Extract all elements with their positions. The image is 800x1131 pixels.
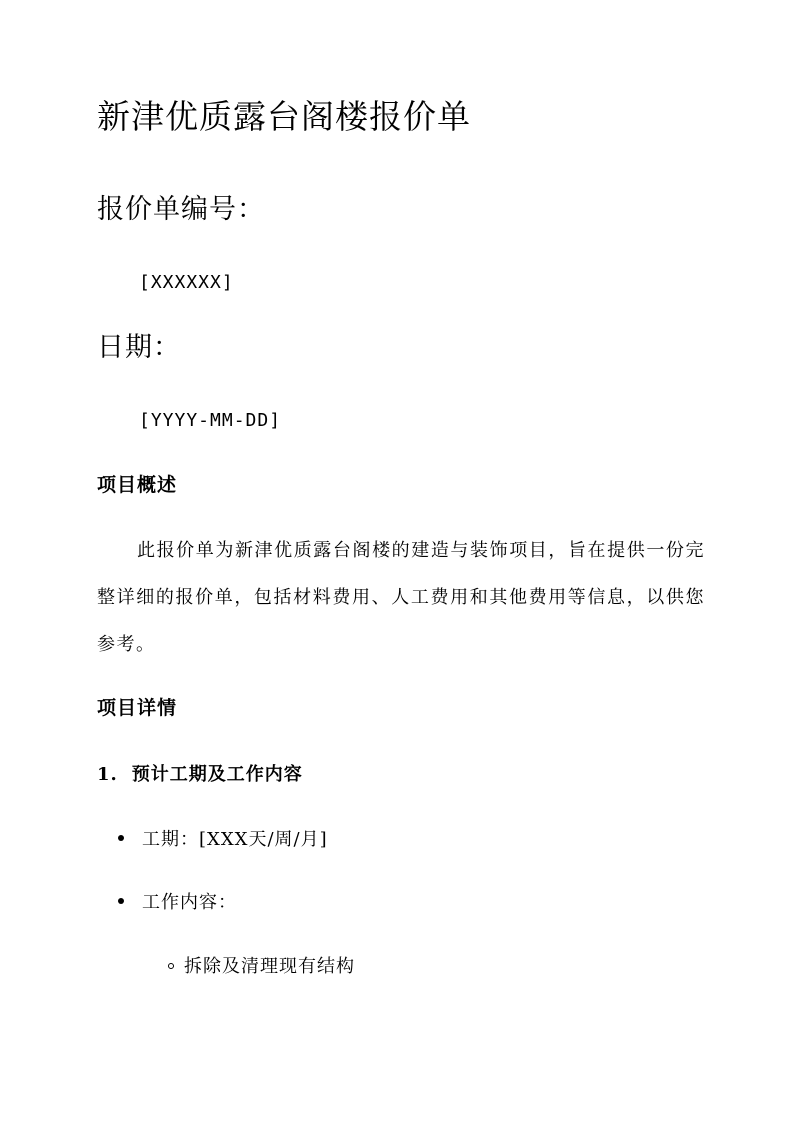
- bullet-text-duration: 工期：[XXX天/周/月]: [142, 829, 328, 850]
- date-label: 日期：: [97, 332, 181, 363]
- section-1-number: 1.: [97, 764, 118, 785]
- quote-number-value: [XXXXXX]: [139, 272, 234, 293]
- quote-number-label: 报价单编号：: [97, 194, 265, 225]
- section-1-heading: [97, 760, 303, 790]
- date-value: [YYYY-MM-DD]: [139, 410, 282, 431]
- details-heading: 项目详情: [97, 697, 178, 719]
- sub-bullet-text: 拆除及清理现有结构: [184, 956, 355, 977]
- list-item: [118, 888, 237, 918]
- bullet-icon: [118, 898, 124, 904]
- document-title: 新津优质露台阁楼报价单: [97, 97, 471, 136]
- hollow-bullet-icon: [168, 963, 174, 969]
- list-item: [118, 825, 328, 855]
- bullet-text-work-content: 工作内容：: [142, 892, 237, 913]
- overview-heading: 项目概述: [97, 474, 178, 496]
- sub-list-item: [168, 952, 355, 982]
- section-1-title: 预计工期及工作内容: [131, 764, 303, 785]
- bullet-icon: [118, 835, 124, 841]
- overview-paragraph: 此报价单为新津优质露台阁楼的建造与装饰项目，旨在提供一份完整详细的报价单，包括材料费用、人工费用和其他费用等信息，以供您参考。: [97, 540, 705, 655]
